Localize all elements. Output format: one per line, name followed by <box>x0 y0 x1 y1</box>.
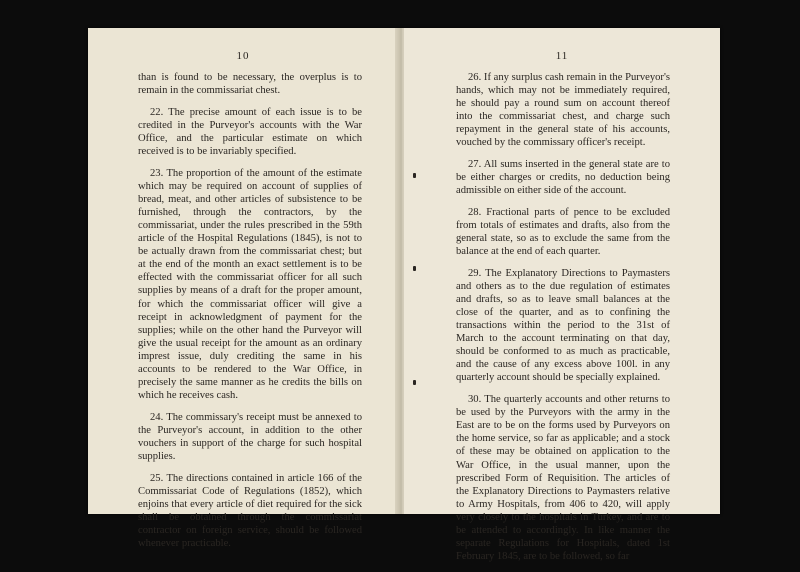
paragraph: 24. The commissary's receipt must be annexed to the Purveyor's account, in addition to the other vouchers in support of the charge for such hospital supplies. <box>138 411 362 463</box>
paragraph: 25. The directions contained in article 166 of the Commissariat Code of Regulations (1852), which enjoins that every article of diet required for the sick shall be obtained through the commissariat contractor on foreign service, should be followed whenever practicable. <box>138 472 362 550</box>
right-page <box>404 28 720 563</box>
paragraph: 23. The proportion of the amount of the estimate which may be required on account of supplies of bread, meat, and other articles of subsistence to be furnished, through the contractors, by the commissariat, under the rules prescribed in the 59th article of the Hospital Regulations (1845), is not to be actually drawn from the commissariat chest; but at the end of the month an exact settlement is to be effected with the commissariat officer for all such supplies by means of a draft for the proper amount, for which the commissariat officer will give a receipt in acknowledgment of payment for the supplies; while on the other hand the Purveyor will give the usual receipt for the amount as an ordinary imprest issue, duly crediting the same in his accounts to be rendered to the War Office, in precisely the same manner as he credits the bills on which he receives cash. <box>138 167 362 402</box>
ink-mark <box>413 380 416 385</box>
paragraph: 30. The quarterly accounts and other returns to be used by the Purveyors with the army in the East are to be on the forms used by Purveyors on the home service, so far as applicable; and a stock of these may be obtained on application to the War Office, in the usual manner, upon the prescribed Form of Requisition. The articles of the Explanatory Directions to Paymasters relative to Army Hospitals, from 406 to 420, will apply very closely to the hospitals in Turkey, and are to be attended to accordingly. In like manner the separate Regulations for Hospitals, dated 1st February 1845, are to be followed, so far <box>456 394 670 563</box>
ink-mark <box>413 266 416 271</box>
paragraph: 28. Fractional parts of pence to be excluded from totals of estimates and drafts, also from the general state, so as to exclude the same from the balance at the end of each quarter. <box>456 206 670 258</box>
ink-mark <box>413 173 416 178</box>
paragraph: 27. All sums inserted in the general state are to be either charges or credits, no deduction being admissible on either side of the account. <box>456 159 670 197</box>
page-body <box>138 71 362 559</box>
paragraph: 26. If any surplus cash remain in the Purveyor's hands, which may not be immediately required, he should pay a round sum on account thereof into the commissariat chest, and charge such repayment in the general state of his accounts, vouched by the commissary officer's receipt. <box>456 72 670 149</box>
paragraph: 29. The Explanatory Directions to Paymasters and others as to the due regulation of estimates and drafts, so as to leave small balances at the close of the quarter, and as to confining the transactions within the period to the 31st of March to the account terminating on that day, should be conformed to as much as practicable, and the cause of any excess above 100l. in any quarterly account should be specially explained. <box>456 267 670 384</box>
page-number: 10 <box>236 50 250 62</box>
paragraph: 22. The precise amount of each issue is to be credited in the Purveyor's accounts with the War Office, and the particular estimate on which received is to be invariably specified. <box>138 106 362 157</box>
left-page <box>88 28 398 550</box>
book-spread <box>88 28 720 563</box>
page-number: 11 <box>555 50 569 62</box>
page-body <box>456 71 670 572</box>
paragraph: than is found to be necessary, the overplus is to remain in the commissariat chest. <box>138 72 362 97</box>
